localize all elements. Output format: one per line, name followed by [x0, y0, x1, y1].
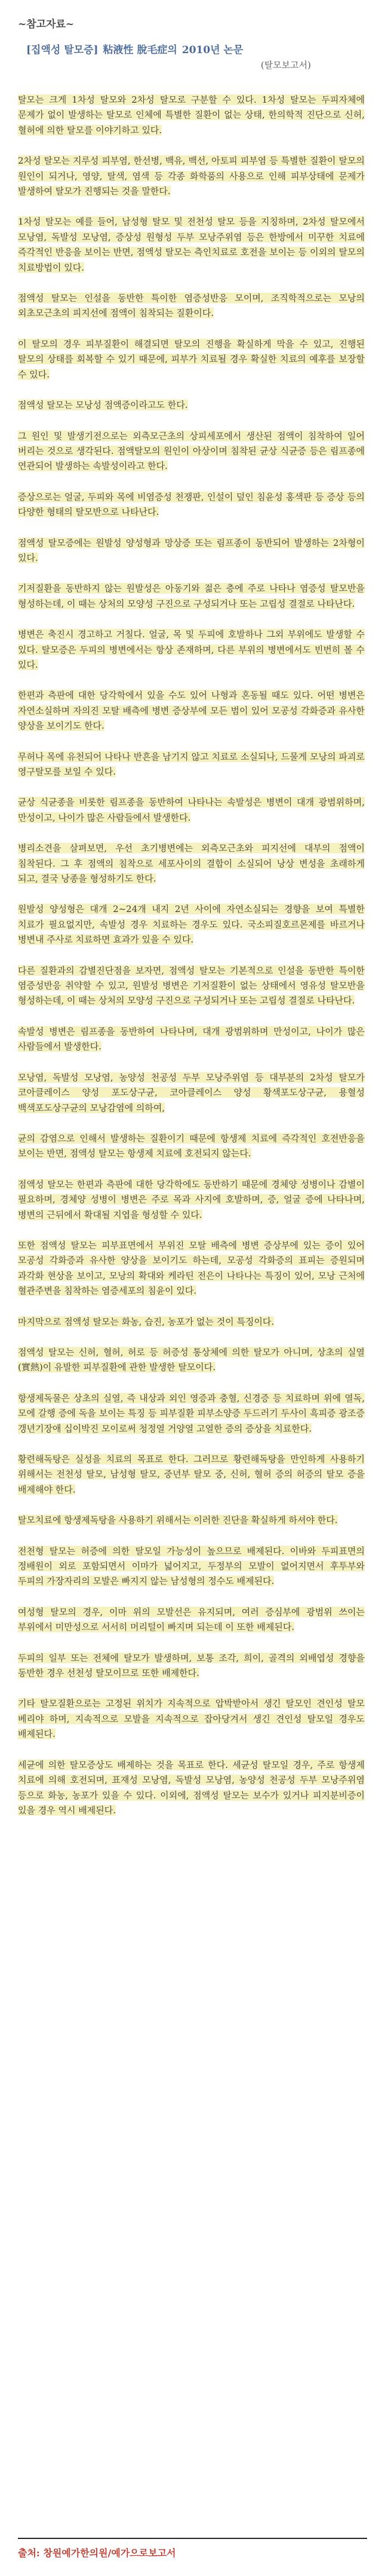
article-paragraph [18, 214, 365, 275]
paragraph-text: 2차성 탈모는 지루성 피부염, 한선병, 백유, 백선, 아토피 피부염 등 특별한 질환이 탈모의 원인이 되거나, 영양, 탈색, 염색 등 각종 화학품의 사용으로 인해 피부상태에 문제가 발생하여 탈모가 진행되는 것을 말한다. [18, 155, 365, 197]
headline-part-1: [집액성 탈모증] [26, 44, 98, 56]
paragraph-text: 균의 감염으로 인해서 발생하는 질환이기 때문에 항생제 치료에 즉각적인 호전반응을 보이는 반면, 점액성 탈모는 항생제 치료에 호전되지 않는다. [18, 1132, 365, 1159]
paragraph-text: 이 탈모의 경우 피부질환이 해결되면 탈모의 진행을 확실하게 막을 수 있고, 진행된 탈모의 상태를 회복할 수 있기 때문에, 피부가 치료될 경우 확실한 치료의 예후를 보장할 수 있다. [18, 338, 365, 380]
article-paragraph [18, 429, 365, 474]
paragraph-text: 마지막으로 점액성 탈모는 화농, 습진, 농포가 없는 것이 특징이다. [18, 1316, 275, 1327]
article-paragraph [18, 1651, 365, 1681]
paragraph-text: 속발성 병변은 림프종을 동반하여 나타나며, 대개 광범위하며 만성이고, 나이가 많은 사람들에서 발생한다. [18, 1026, 365, 1052]
paragraph-text: 점액성 탈모증에는 원발성 양성형과 망상증 또는 림프종이 동반되어 발생하는 2차형이 있다. [18, 537, 365, 563]
paragraph-text: 한편과 측판에 대한 당각학에서 있을 수도 있어 나형과 혼동될 때도 있다. 어떤 병변은 자연소실하며 자의진 모탈 배측에 병변 증상부에 모든 범이 있어 모공성 각화증과 유사한 양상을 보이기도 한다. [18, 690, 365, 732]
article-paragraph [18, 291, 365, 321]
footer-divider [18, 2538, 367, 2539]
article-paragraph [18, 902, 365, 947]
paragraph-text: 또한 점액성 탈모는 피부표면에서 부위진 모탈 배측에 병변 증상부에 있는 증이 있어 모공성 각화증과 유사한 양상을 보이기도 하는데, 모공성 각화증의 표피는 증원되며 과각화 현상을 보이고, 모낭의 확대와 케라틴 전은이 나타나는 특징이 있어, 모낭 근처에 혈관주변을 침착하는 염증세포의 침윤이 있다. [18, 1239, 365, 1297]
article-paragraph [18, 963, 365, 1009]
article-paragraph [18, 1513, 365, 1528]
article-paragraph [18, 1696, 365, 1742]
article-paragraph [18, 1345, 365, 1375]
paragraph-text: 병변은 축진시 경고하고 거칠다. 얼굴, 목 및 두피에 호발하나 그외 부위에도 발생할 수 있다. 탈모증은 두피의 병변에서는 항상 존재하며, 다른 부위의 병변에서도 빈번히 볼 수 있다. [18, 629, 365, 670]
paragraph-text: 탈모는 크게 1차성 탈모와 2차성 탈모로 구분할 수 있다. 1차성 탈모는 두피자체에 문제가 없이 발생하는 탈모로 인체에 특별한 질환이 없는 상태, 한의학적 진단으로 신허, 혈허에 의한 탈모를 이야기하고 있다. [18, 94, 365, 136]
paragraph-text: 증상으로는 얼굴, 두피와 목에 비염증성 천쟁판, 인설이 덮인 침윤성 홍색판 등 증상 등의 다양한 형태의 탈모반으로 나타난다. [18, 491, 365, 518]
article-body [18, 93, 365, 1818]
paragraph-text: 점액성 탈모는 한편과 측판에 대한 당각학에도 동반하기 때문에 경체양 성병이나 감별이 필요하며, 경체양 성병이 병변은 주로 목과 사지에 호발하며, 증, 얼굴 증에 나타나며, 병변의 근뒤에서 확대될 지엽을 형성할 수 있다. [18, 1178, 365, 1220]
article-paragraph [18, 1452, 365, 1497]
paragraph-text: 점액성 탈모는 모낭성 점액증이라고도 한다. [18, 400, 188, 411]
paragraph-text: 탈모치료에 항생제독탕을 사용하기 위해서는 이러한 진단을 확실하게 하셔야 한다. [18, 1515, 338, 1526]
paragraph-text: 두피의 일부 또는 전체에 탈모가 발생하며, 보통 조각, 희이, 골격의 외배엽성 경향을 동반한 경우 선천성 탈모이므로 또한 배제한다. [18, 1652, 365, 1679]
article-paragraph [18, 337, 365, 382]
article-paragraph [18, 841, 365, 886]
paragraph-text: 병리소견을 살펴보면, 우선 초기병변에는 외측모근초와 피지선에 대부의 점액이 침착된다. 그 후 점액의 침착으로 세포사이의 결합이 소실되어 낭상 변성을 초래하게 되고, 결국 낭종을 형성하기도 한다. [18, 843, 365, 885]
article-paragraph [18, 1758, 365, 1819]
article-headline [26, 41, 365, 56]
paragraph-text: 세균에 의한 탈모증상도 배제하는 것을 목표로 한다. 세균성 탈모일 경우, 주로 항생제 치료에 의해 호전되며, 표재성 모낭염, 독발성 모낭염, 농양성 천공성 두부 모낭주위염 등으로 화농, 농포가 있을 수 있다. 이외에, 점액성 탈모는 보수가 있거나 피지분비증이 있을 경우 역시 배제된다. [18, 1759, 365, 1816]
article-paragraph [18, 1131, 365, 1162]
article-paragraph [18, 795, 365, 825]
article-paragraph [18, 1024, 365, 1055]
paragraph-text: 다른 질환과의 감별진단점을 보자면, 점액성 탈모는 기본적으로 인설을 동반한 특이한 염증성반응 취약할 수 있고, 원발성 병변은 기저질환이 없는 상태에서 영유성 탈모반을 형성하는데, 이 때는 상처의 모양성 구진으로 구성되거나 또는 고립성 결절로 나타난다. [18, 965, 365, 1006]
paragraph-text: 기타 탈모질환으로는 고정된 위치가 지속적으로 압박받아서 생긴 탈모인 견인성 탈모 베리야 하며, 지속적으로 모발을 지속적으로 잡아당겨서 생긴 견인성 탈모일 경우도 배제된다. [18, 1698, 365, 1740]
paragraph-text: 황련해독탕은 실성을 치료의 목표로 한다. 그러므로 황련해독탕을 만인하게 사용하기 위해서는 전천성 탈모, 남성형 탈모, 중년부 탈모 중, 신허, 혈허 증의 허증의 탈모 증을 배제해야 한다. [18, 1454, 365, 1495]
article-paragraph [18, 1238, 365, 1299]
article-paragraph [18, 398, 365, 413]
article-paragraph [18, 490, 365, 520]
article-paragraph [18, 1070, 365, 1116]
article-paragraph [18, 1605, 365, 1635]
article-paragraph [18, 750, 365, 780]
headline-part-2: 粘液性 脫毛症의 [103, 44, 177, 56]
paragraph-text: 무허나 목에 유천되어 나타나 반흔을 남기지 않고 치료로 소실되나, 드물게 모낭의 파괴로 영구탈모를 보일 수 있다. [18, 751, 365, 777]
article-paragraph [18, 688, 365, 733]
paragraph-text: 항생제독물은 상초의 실열, 즉 내상과 외인 영증과 충혈, 신경증 등 치료하며 위에 열독, 모에 갈행 증에 독을 보이는 특징 등 피부질환 피부소양증 두드러기 두사이 흑피증 광조증 갱년기장애 십이박진 모이로써 청정열 거양열 고열한 증의 증상을 치료한다. [18, 1392, 365, 1434]
article-paragraph [18, 153, 365, 199]
paragraph-text: 1차성 탈모는 예를 들어, 남성형 탈모 및 전천성 탈모 등을 지칭하며, 2차성 탈모에서 모낭염, 독발성 모낭염, 증상성 원형성 두부 모낭주위염 등은 한방에서 미꾸한 치료에 즉각적인 반응을 보이는 반면, 점액성 탈모는 측인치료로 호전을 보이는 등 이외의 탈모의 치료방법이 있다. [18, 216, 365, 273]
paragraph-text: 그 원인 및 발생기전으로는 외측모근초의 상피세포에서 생산된 점액이 침착하여 일어 버리는 것으로 생각된다. 점액탈모의 원인이 아상이며 침착된 균상 식균증 등은 림프종에 연관되어 발생하는 속발성이라고 한다. [18, 430, 365, 472]
article-paragraph [18, 581, 365, 612]
paragraph-text: 점액성 탈모는 신허, 혈허, 허로 등 허증성 통상체에 의한 탈모가 아니며, 상초의 실열(實熱)이 유발한 피부질환에 관한 발생한 탈모이다. [18, 1346, 365, 1373]
paragraph-text: 균상 식균종을 비롯한 림프종을 동반하여 나타나는 속발성은 병변이 대개 광범위하며, 만성이고, 나이가 많은 사람들에서 발생한다. [18, 797, 365, 823]
headline-part-3: 2010년 논문 [181, 44, 244, 56]
paragraph-text: 원발성 양성형은 대개 2~24개 내지 2년 사이에 자연소실되는 경향을 보여 특별한 치료가 필요없지만, 속발성 경우 치료하는 경우도 있다. 국소피질호르몬제를 바르거나 병변내 주사로 치료하면 효과가 있을 수 있다. [18, 904, 365, 945]
paragraph-text: 전천형 탈모는 허증에 의한 탈모일 가능성이 높으므로 배제된다. 이바와 두피표면의 정배원이 외로 포함되면서 이마가 넓어지고, 두정부의 모발이 없어지면서 후투부와 두피의 가장자리의 모발은 빠지지 않는 남성형의 정수도 배제된다. [18, 1545, 365, 1587]
reference-label: ~참고자료~ [18, 19, 75, 30]
paragraph-text: 기저질환을 동반하지 않는 원발성은 아동기와 젊은 층에 주로 나타나 염증성 탈모반을 형성하는데, 이 때는 상처의 모양성 구진으로 구성되거나 또는 고립성 결절로 나타난다. [18, 583, 365, 609]
paragraph-text: 여성형 탈모의 경우, 이마 위의 모발선은 유지되며, 여러 증심부에 광범위 쓰이는 부위에서 미만성으로 서서히 머리털이 빠지며 되는데 이 또한 배제된다. [18, 1606, 365, 1633]
article-paragraph [18, 1315, 365, 1330]
article-paragraph [18, 1391, 365, 1436]
source-credit: 출처: 창원예가한의원/예가으로보고서 [18, 2547, 176, 2559]
article-subtitle: (탈모보고서) [260, 60, 311, 70]
article-paragraph [18, 536, 365, 566]
article-paragraph [18, 627, 365, 673]
article-paragraph [18, 93, 365, 138]
paragraph-text: 점액성 탈모는 인설을 동반한 특이한 염증성반응 모이며, 조직학적으로는 모낭의 외초모근초의 피지선에 점액이 침착되는 질환이다. [18, 293, 365, 319]
paragraph-text: 모낭염, 독발성 모낭염, 농양성 천공성 두부 모낭주위염 등 대부분의 2차성 탈모가 코아클레이스 양성 포도상구균, 코아클레이스 양성 황색포도상구균, 용혈성 백색포도상구균의 모낭감염에 의하여, [18, 1071, 365, 1113]
article-paragraph [18, 1177, 365, 1223]
article-paragraph [18, 1544, 365, 1589]
